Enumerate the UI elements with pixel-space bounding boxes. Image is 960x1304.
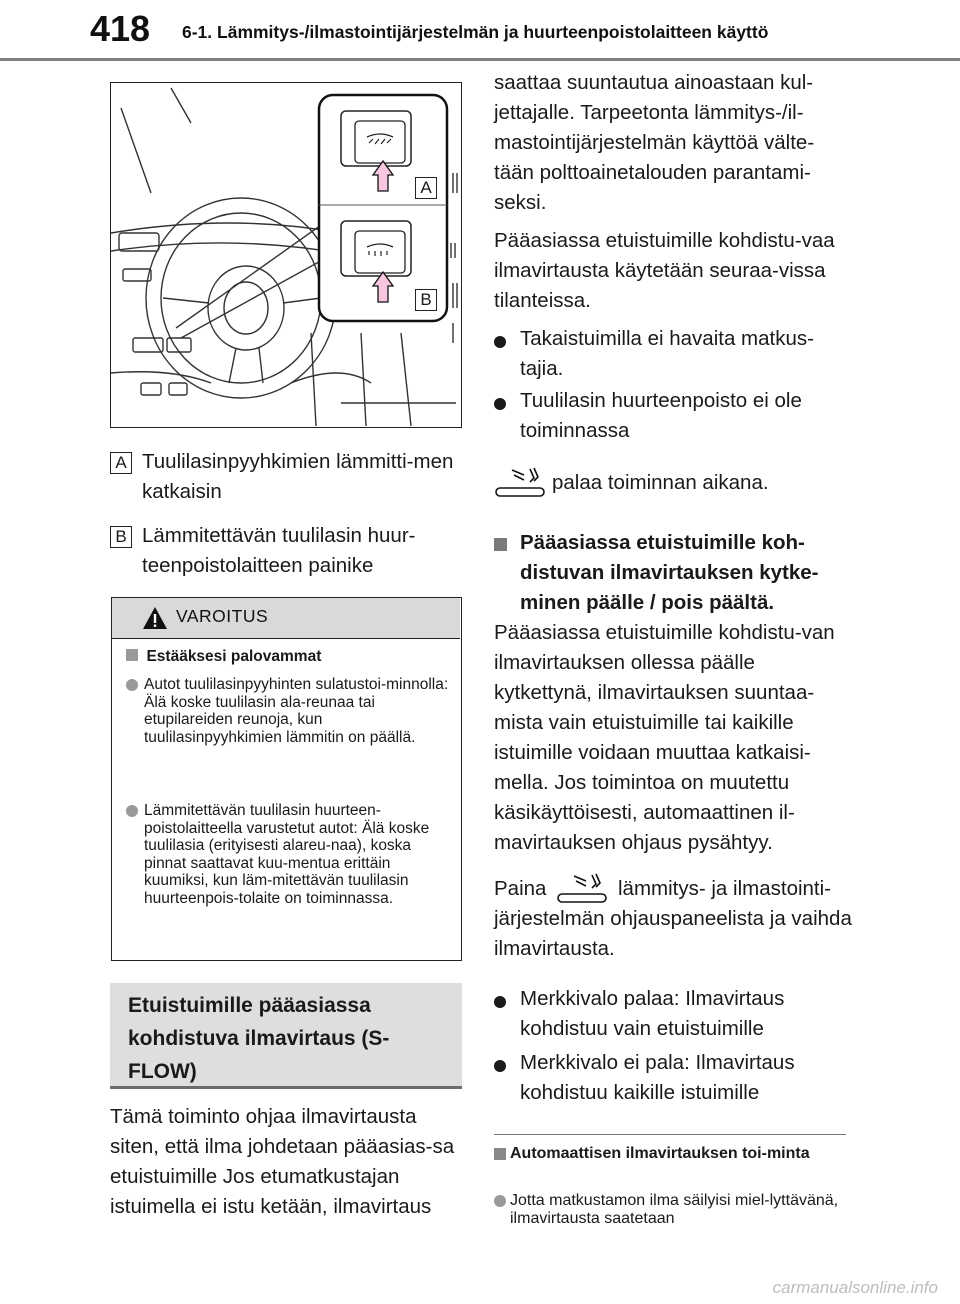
indicator-row	[494, 466, 854, 506]
watermark: carmanualsonline.info	[772, 1278, 938, 1297]
press-prefix: Paina	[494, 877, 547, 900]
state-text: Merkkivalo ei pala: Ilmavirtaus kohdistuu kaikille istuimille	[520, 1051, 795, 1104]
legend-text-b: Lämmitettävän tuulilasin huur-teenpoistolaitteen painike	[142, 524, 416, 577]
dashboard-illustration	[110, 82, 462, 428]
dashboard-line-drawing	[111, 83, 460, 426]
situation-item-2	[494, 386, 854, 446]
situation-text: Tuulilasin huurteenpoisto ei ole toiminnassa	[520, 389, 802, 442]
situation-text: Takaistuimilla ei havaita matkus-tajia.	[520, 327, 814, 380]
bullet-dot-icon	[494, 1060, 506, 1072]
warning-triangle-icon	[142, 606, 168, 630]
square-bullet-icon	[494, 1148, 506, 1160]
page-number: 418	[90, 8, 151, 49]
warning-title: VAROITUS	[176, 606, 269, 626]
section-intro-right: saattaa suuntautua ainoastaan kul-jettajalle. Tarpeetonta lämmitys-/il-mastointijärjestelmän käyttöä välte-tään polttoainetalouden parantami-seksi.	[494, 71, 815, 214]
warning-subheading: Estääksesi palovammat	[146, 648, 322, 665]
round-bullet-icon	[494, 1195, 506, 1207]
header-divider	[0, 58, 960, 61]
legend-label-b: B	[110, 526, 132, 548]
round-bullet-icon	[126, 679, 138, 691]
round-bullet-icon	[126, 805, 138, 817]
s-flow-seat-icon	[494, 466, 546, 500]
legend-label-a: A	[110, 452, 132, 474]
situation-item-1	[494, 324, 854, 384]
warning-item-text: Autot tuulilasinpyyhinten sulatustoi-minnolla: Älä koske tuulilasin ala-reunaa tai etupilareiden reunoja, kun tuulilasinpyyhkimien lämmitin on päällä.	[144, 676, 449, 746]
situations-intro: Pääasiassa etuistuimille kohdistu-vaa ilmavirtausta käytetään seuraa-vissa tilanteissa.	[494, 229, 835, 312]
square-bullet-icon	[126, 649, 138, 661]
callout-label-a: A	[415, 177, 437, 199]
subsection-heading: Pääasiassa etuistuimille koh-distuvan ilmavirtauksen kytke-minen päälle / pois päältä.	[520, 531, 819, 614]
callout-label-b: B	[415, 289, 437, 311]
bullet-dot-icon	[494, 996, 506, 1008]
subsection-body: Pääasiassa etuistuimille kohdistu-van ilmavirtauksen ollessa päälle kytkettynä, ilmavirtauksen suuntaa-mista vain etuistuimille tai kaikille istuimille voidaan muuttaa katkaisi-mella. Jos toimintoa on muutettu käsikäyttöisesti, automaattinen il-mavirtauksen ohjaus pysähtyy.	[494, 621, 835, 854]
warning-header	[112, 598, 460, 639]
bullet-dot-icon	[494, 398, 506, 410]
section-heading: Etuistuimille pääasiassa kohdistuva ilmavirtaus (S-FLOW)	[128, 994, 390, 1083]
state-item-1	[494, 984, 854, 1044]
legend-text-a: Tuulilasinpyyhkimien lämmitti-men katkaisin	[142, 450, 454, 503]
state-text: Merkkivalo palaa: Ilmavirtaus kohdistuu vain etuistuimille	[520, 987, 785, 1040]
subsection-divider	[494, 1134, 846, 1135]
section-heading-box	[110, 983, 462, 1089]
auto-section-text: Jotta matkustamon ilma säilyisi miel-lyttävänä, ilmavirtausta saatetaan	[510, 1192, 839, 1227]
indicator-text: palaa toiminnan aikana.	[552, 471, 769, 494]
warning-subheading-row	[126, 648, 456, 666]
bullet-dot-icon	[494, 336, 506, 348]
auto-section-heading: Automaattisen ilmavirtauksen toi-minta	[510, 1145, 810, 1162]
chapter-title: 6-1. Lämmitys-/ilmastointijärjestelmän ja huurteenpoistolaitteen käyttö	[182, 22, 769, 42]
press-text: lämmitys- ja ilmastointi-järjestelmän ohjauspaneelista ja vaihda ilmavirtausta.	[494, 877, 852, 960]
warning-box	[111, 597, 462, 961]
state-item-2	[494, 1048, 854, 1108]
warning-item-text: Lämmitettävän tuulilasin huurteen-poistolaitteella varustetut autot: Älä koske tuulilasia (erityisesti alareu-naa), koska pinnat saattavat kuu-mentua erittäin kuumiksi, kun läm-mitettävän tuulilasin huurteenpois-tolaite on toiminnassa.	[144, 802, 430, 907]
square-bullet-icon	[494, 538, 507, 551]
section-intro-left: Tämä toiminto ohjaa ilmavirtausta siten, että ilma johdetaan pääasias-sa etuistuimille Jos etumatkustajan istuimella ei istu ketään, ilmavirtaus	[110, 1105, 455, 1218]
